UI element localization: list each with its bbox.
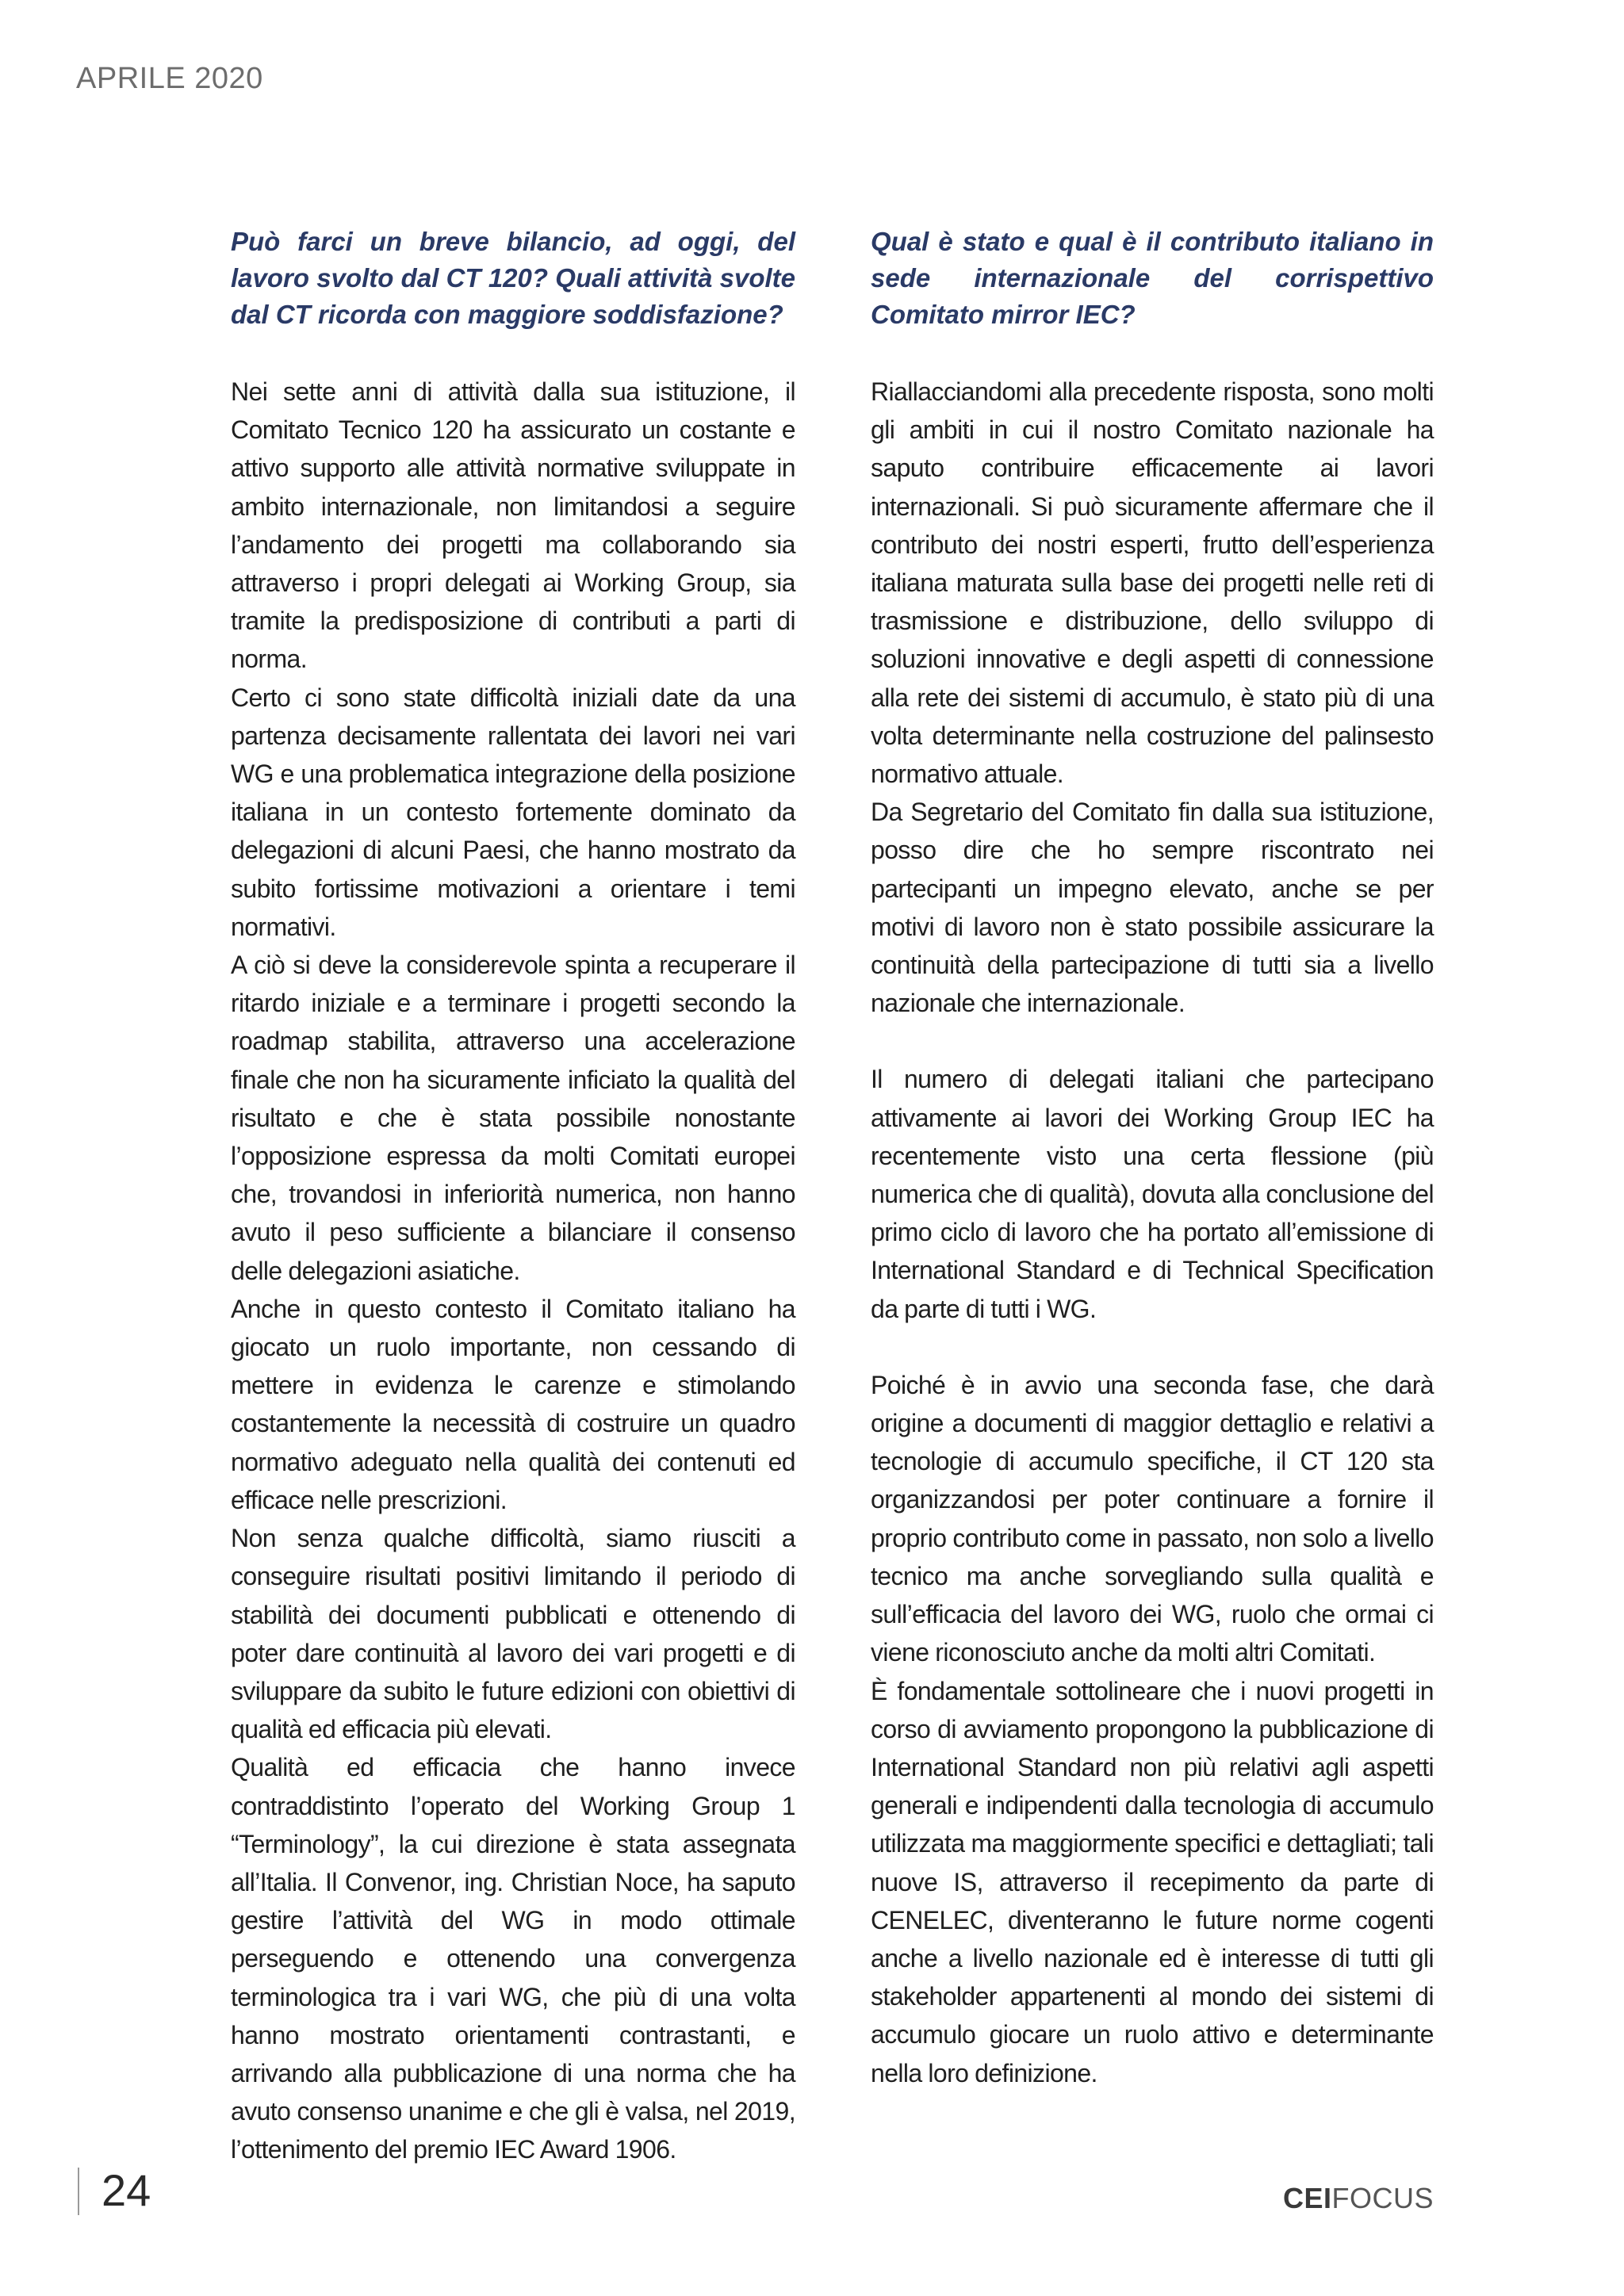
- interview-question-1: Può farci un breve bilancio, ad oggi, del lavoro svolto dal CT 120? Quali attività svolte dal CT ricorda con maggiore soddisfazione?: [231, 227, 795, 329]
- answer-paragraph: Poiché è in avvio una seconda fase, che darà origine a documenti di maggior dettaglio e relativi a tecnologie di accumulo specifiche, il CT 120 sta organizzandosi per poter continuare a fornire il proprio contributo come in passato, non solo a livello tecnico ma anche sorvegliando sulla qualità e sull’efficacia del lavoro dei WG, ruolo che ormai ci viene riconosciuto anche da molti altri Comitati.: [871, 1370, 1434, 1667]
- answer-paragraph: Anche in questo contesto il Comitato italiano ha giocato un ruolo importante, non cessando di mettere in evidenza le carenze e stimolando costantemente la necessità di costruire un quadro normativo adeguato nella qualità dei contenuti ed efficace nelle prescrizioni.: [231, 1294, 795, 1514]
- left-column: [231, 224, 795, 2169]
- answer-paragraph: È fondamentale sottolineare che i nuovi progetti in corso di avviamento propongono la pubblicazione di International Standard non più relativi agli aspetti generali e indipendenti dalla tecnologia di accumulo utilizzata ma maggiormente specifici e dettagliati; tali nuove IS, attraverso il recepimento da parte di CENELEC, diventeranno le future norme cogenti anche a livello nazionale ed è interesse di tutti gli stakeholder appartenenti al mondo dei sistemi di accumulo giocare un ruolo attivo e determinante nella loro definizione.: [871, 1676, 1434, 2087]
- page-number: 24: [102, 2165, 151, 2215]
- answer-paragraph: Da Segretario del Comitato fin dalla sua istituzione, posso dire che ho sempre riscontrato nei partecipanti un impegno elevato, anche se per motivi di lavoro non è stato possibile assicurare la continuità della partecipazione di tutti sia a livello nazionale che internazionale.: [871, 798, 1434, 1018]
- answer-paragraph: Il numero di delegati italiani che partecipano attivamente ai lavori dei Working Group IEC ha recentemente visto una certa flessione (più numerica che di qualità), dovuta alla conclusione del primo ciclo di lavoro che ha portato all’emissione di International Standard e di Technical Specification da parte di tutti i WG.: [871, 1065, 1434, 1323]
- right-column: [871, 224, 1434, 2092]
- brand-focus: FOCUS: [1331, 2182, 1434, 2214]
- answer-paragraph: Qualità ed efficacia che hanno invece contraddistinto l’operato del Working Group 1 “Terminology”, la cui direzione è stata assegnata all’Italia. Il Convenor, ing. Christian Noce, ha saputo gestire l’attività del WG in modo ottimale perseguendo e ottenendo una convergenza terminologica tra i vari WG, che più di una volta hanno mostrato orientamenti contrastanti, e arrivando alla pubblicazione di una norma che ha avuto consenso unanime e che gli è valsa, nel 2019, l’ottenimento del premio IEC Award 1906.: [231, 1753, 795, 2164]
- footer-divider: [78, 2168, 79, 2215]
- brand-cei: CEI: [1282, 2182, 1332, 2214]
- issue-date: APRILE 2020: [76, 62, 263, 95]
- answer-paragraph: Certo ci sono state difficoltà iniziali date da una partenza decisamente rallentata dei lavori nei vari WG e una problematica integrazione della posizione italiana in un contesto fortemente dominato da delegazioni di alcuni Paesi, che hanno mostrato da subito fortissime motivazioni a orientare i temi normativi.: [231, 683, 795, 941]
- interview-question-2: Qual è stato e qual è il contributo italiano in sede internazionale del corrispettivo Comitato mirror IEC?: [871, 227, 1434, 329]
- answer-paragraph: Non senza qualche difficoltà, siamo riusciti a conseguire risultati positivi limitando il periodo di stabilità dei documenti pubblicati e ottenendo di poter dare continuità al lavoro dei vari progetti e di sviluppare da subito le future edizioni con obiettivi di qualità ed efficacia più elevati.: [231, 1524, 795, 1744]
- publication-brand: [1283, 2182, 1434, 2215]
- answer-paragraph: Nei sette anni di attività dalla sua istituzione, il Comitato Tecnico 120 ha assicurato un costante e attivo supporto alle attività normative sviluppate in ambito internazionale, non limitandosi a seguire l’andamento dei progetti ma collaborando sia attraverso i propri delegati ai Working Group, sia tramite la predisposizione di contributi a parti di norma.: [231, 377, 795, 674]
- answer-paragraph: A ciò si deve la considerevole spinta a recuperare il ritardo iniziale e a terminare i progetti secondo la roadmap stabilita, attraverso una accelerazione finale che non ha sicuramente inficiato la qualità del risultato e che è stata possibile nonostante l’opposizione espressa da molti Comitati europei che, trovandosi in inferiorità numerica, non hanno avuto il peso sufficiente a bilanciare il consenso delle delegazioni asiatiche.: [231, 951, 795, 1285]
- answer-paragraph: Riallacciandomi alla precedente risposta, sono molti gli ambiti in cui il nostro Comitato nazionale ha saputo contribuire efficacemente ai lavori internazionali. Si può sicuramente affermare che il contributo dei nostri esperti, frutto dell’esperienza italiana maturata sulla base dei progetti nelle reti di trasmissione e distribuzione, dello sviluppo di soluzioni innovative e degli aspetti di connessione alla rete dei sistemi di accumulo, è stato più di una volta determinante nella costruzione del palinsesto normativo attuale.: [871, 377, 1434, 789]
